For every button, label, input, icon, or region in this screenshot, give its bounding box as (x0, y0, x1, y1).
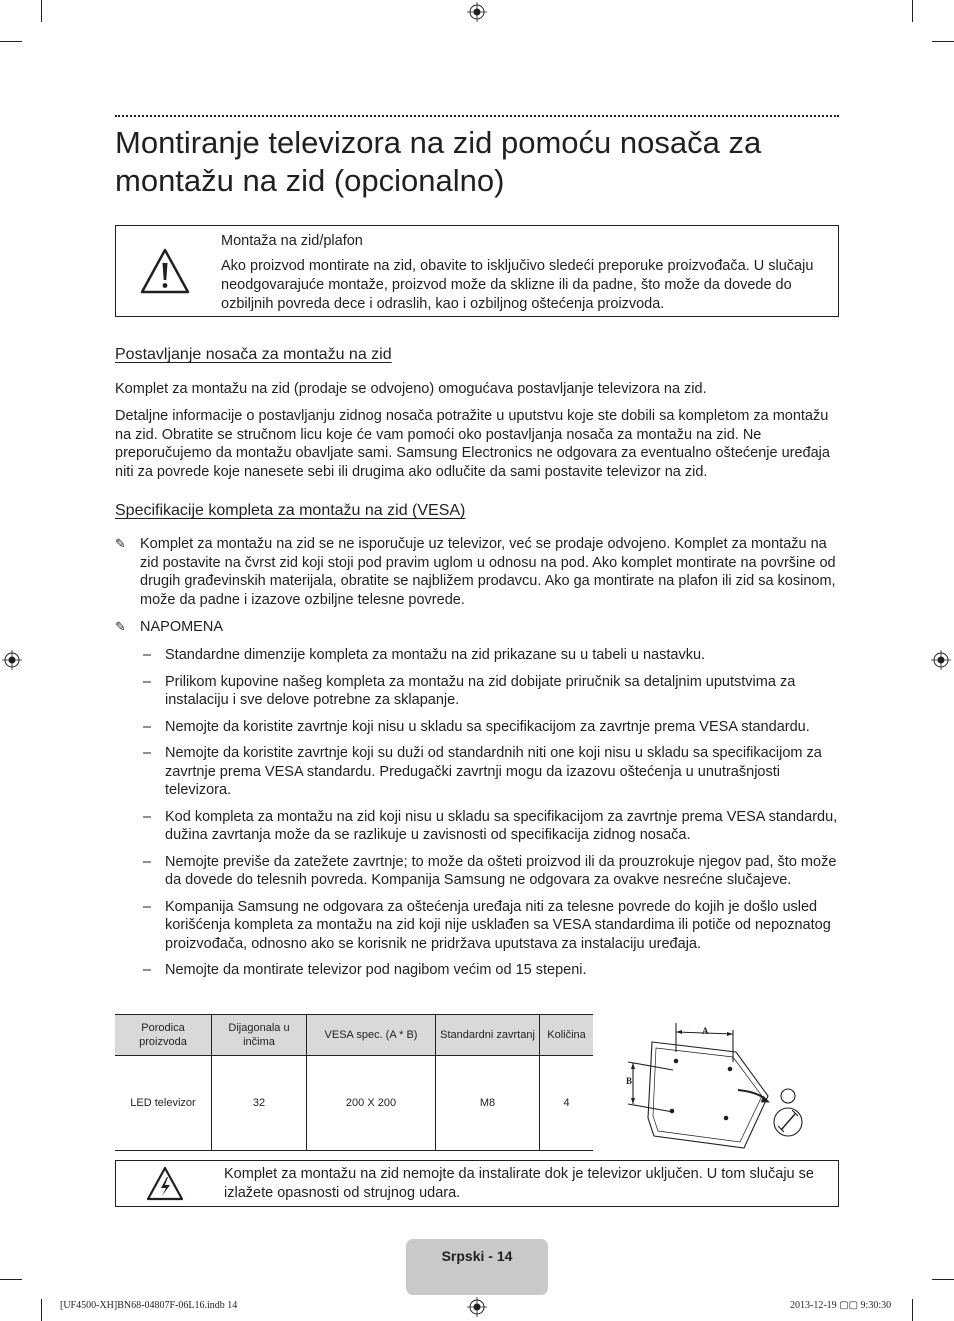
page-number: Srpski - 14 (441, 1248, 513, 1264)
table-header: Porodica proizvoda (115, 1015, 212, 1056)
table-cell: 200 X 200 (307, 1056, 436, 1151)
crop-mark (41, 1299, 42, 1321)
paragraph: Detaljne informacije o postavljanju zidnog nosača potražite u uputstvu koje ste dobili sa kompletom za montažu na zid. Obratite se stručnom licu koje će vam pomoći oko postavljanja nosača za montažu na zid. Ne preporučujemo da montažu obavljate sami. Samsung Electronics ne odgovara za eventualno oštećenje uređaja niti za povrede koje nanesete sebi ili drugima ako odlučite da sami postavite televizor na zid. (115, 408, 830, 480)
dimension-label-a: A (702, 1026, 709, 1036)
table-header: Dijagonala u inčima (212, 1015, 307, 1056)
crop-mark (912, 1299, 913, 1321)
list-item: – Prilikom kupovine našeg kompleta za montažu na zid dobijate priručnik sa detaljnim uputstvima za instalaciju i sve delove potrebne za sklapanje. (143, 673, 796, 708)
section-heading-vesa: Specifikacije kompleta za montažu na zid (VESA) (115, 502, 466, 519)
list-item: – Nemojte da koristite zavrtnje koji su duži od standardnih niti one koji nisu u skladu sa specifikacijom za zavrtnje prema VESA standardu. Predugački zavrtnji mogu da izazovu oštećenja u unutrašnjosti televizora. (143, 745, 822, 798)
pencil-note-icon: ✎ (115, 536, 126, 551)
registration-mark-icon (931, 650, 951, 670)
table-header: VESA spec. (A * B) (307, 1015, 436, 1056)
crop-mark (0, 1279, 22, 1280)
table-cell: 4 (540, 1056, 594, 1151)
note-list (115, 646, 843, 988)
warning-box (115, 225, 839, 317)
note-item (115, 618, 839, 637)
list-item: – Nemojte da montirate televizor pod nagibom većim od 15 stepeni. (143, 962, 587, 978)
section-heading-mounting: Postavljanje nosača za montažu na zid (115, 346, 392, 363)
table-header: Količina (540, 1015, 594, 1056)
warning-body: Ako proizvod montirate na zid, obavite to isključivo sledeći preporuke proizvođača. U slučaju neodgovarajuće montaže, proizvod može da sklizne ili da padne, što može da dovede do ozbiljnih povreda dece i odraslih, kao i ozbiljnog oštećenja proizvoda. (221, 258, 814, 312)
crop-mark (932, 41, 954, 42)
note-label: NAPOMENA (140, 619, 223, 635)
shock-warning-box (115, 1160, 839, 1207)
footer-timestamp: 2013-12-19 ▢▢ 9:30:30 (790, 1300, 892, 1311)
table-cell: 32 (212, 1056, 307, 1151)
table-header: Standardni zavrtanj (436, 1015, 540, 1056)
dimension-label-b: B (626, 1076, 633, 1086)
warning-text-block (221, 232, 826, 314)
crop-mark (0, 41, 22, 42)
title-rule (115, 115, 839, 117)
list-item: – Nemojte da koristite zavrtnje koji nisu u skladu sa specifikacijom za zavrtnje prema VESA standardu. (143, 718, 810, 735)
electric-shock-warning-icon (145, 1165, 185, 1202)
list-item: – Kompanija Samsung ne odgovara za oštećenja uređaja niti za telesne povrede do kojih je došlo usled korišćenja kompleta za montažu na zid koji nije usklađen sa VESA standardima ili potiče od nepoznatog proizvođača, odnosno ako se korisnik ne pridržava uputstava za instalaciju uređaja. (143, 898, 831, 952)
list-item: – Standardne dimenzije kompleta za montažu na zid prikazane su u tabeli u nastavku. (143, 647, 706, 663)
list-item: – Kod kompleta za montažu na zid koji nisu u skladu sa specifikacijom za zavrtnje prema VESA standardu, dužina zavrtanja može da se razlikuje u zavisnosti od specifikacija zidnog nosača. (143, 808, 838, 843)
note-text: Komplet za montažu na zid se ne isporučuje uz televizor, već se prodaje odvojeno. Komplet za montažu na zid postavite na čvrst zid koji stoji pod pravim uglom u odnosu na pod. Ako komplet montirate na površine od drugih građevinskih materijala, obratite se najbližem prodavcu. Ako ga montirate na plafon ili zid sa kosinom, može da padne i izazove ozbiljne telesne povrede. (140, 536, 836, 608)
footer-file-info: [UF4500-XH]BN68-04807F-06L16.indb 14 (60, 1300, 238, 1311)
crop-mark (41, 0, 42, 22)
registration-mark-icon (467, 1297, 487, 1317)
table-row (115, 1056, 593, 1151)
page-title: Montiranje televizora na zid pomoću nosača za montažu na zid (opcionalno) (115, 125, 762, 198)
table-cell: LED televizor (115, 1056, 212, 1151)
table-cell: M8 (436, 1056, 540, 1151)
warning-triangle-icon (138, 246, 192, 296)
registration-mark-icon (467, 2, 487, 22)
paragraph: Komplet za montažu na zid (prodaje se odvojeno) omogućava postavljanje televizora na zid. (115, 381, 707, 397)
crop-mark (912, 0, 913, 22)
table-header-row (115, 1015, 593, 1056)
pencil-note-icon: ✎ (115, 619, 126, 634)
note-item (115, 535, 839, 609)
crop-mark (932, 1279, 954, 1280)
vesa-spec-table (115, 1014, 593, 1151)
registration-mark-icon (2, 650, 22, 670)
page-number-tab (406, 1239, 548, 1295)
list-item: – Nemojte previše da zatežete zavrtnje; to može da ošteti proizvod ili da prouzrokuje njegov pad, što može da dovede do telesnih povreda. Kompanija Samsung ne odgovara za ovakve nesrećne slučajeve. (143, 853, 837, 888)
warning-heading: Montaža na zid/plafon (221, 233, 363, 249)
tv-back-diagram-illustration (618, 1018, 813, 1153)
shock-warning-text: Komplet za montažu na zid nemojte da instalirate dok je televizor uključen. U tom slučaju se izlažete opasnosti od strujnog udara. (224, 1166, 814, 1201)
